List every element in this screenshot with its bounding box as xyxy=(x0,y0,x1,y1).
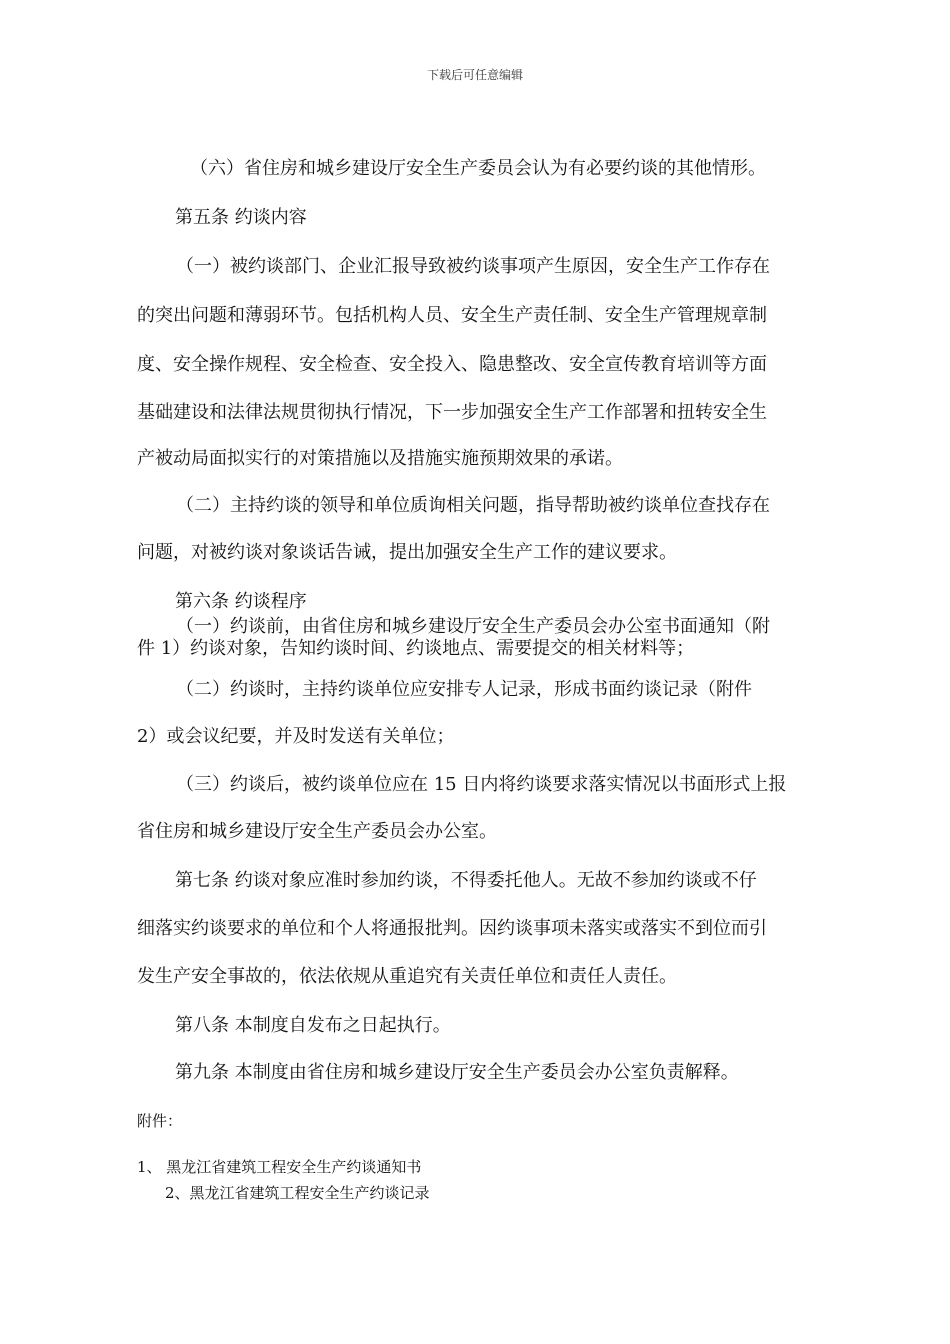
attachment-item-2: 2、黑龙江省建筑工程安全生产约谈记录 xyxy=(165,1184,430,1202)
paragraph-line: 的突出问题和薄弱环节。包括机构人员、安全生产责任制、安全生产管理规章制 xyxy=(137,305,767,326)
article-5-heading: 第五条 约谈内容 xyxy=(175,207,307,228)
paragraph-line: 发生产安全事故的，依法依规从重追究有关责任单位和责任人责任。 xyxy=(137,966,677,987)
paragraph-line: 细落实约谈要求的单位和个人将通报批判。因约谈事项未落实或落实不到位而引 xyxy=(137,918,767,939)
attachment-item-1: 1、 黑龙江省建筑工程安全生产约谈通知书 xyxy=(137,1158,422,1176)
paragraph-line: 度、安全操作规程、安全检查、安全投入、隐患整改、安全宣传教育培训等方面 xyxy=(137,354,767,375)
paragraph-line: （三）约谈后，被约谈单位应在 15 日内将约谈要求落实情况以书面形式上报 xyxy=(176,774,787,795)
paragraph-line: 省住房和城乡建设厅安全生产委员会办公室。 xyxy=(137,821,497,842)
paragraph-line: （二）约谈时，主持约谈单位应安排专人记录，形成书面约谈记录（附件 xyxy=(176,679,752,700)
paragraph-line: （一）约谈前，由省住房和城乡建设厅安全生产委员会办公室书面通知（附 xyxy=(176,616,770,637)
paragraph-line: 件 1）约谈对象，告知约谈时间、约谈地点、需要提交的相关材料等； xyxy=(137,638,695,659)
paragraph-line: 问题，对被约谈对象谈话告诫，提出加强安全生产工作的建议要求。 xyxy=(137,542,677,563)
article-8-line: 第八条 本制度自发布之日起执行。 xyxy=(175,1015,451,1036)
paragraph-line: （二）主持约谈的领导和单位质询相关问题，指导帮助被约谈单位查找存在 xyxy=(176,495,770,516)
clause-6-item: （六）省住房和城乡建设厅安全生产委员会认为有必要约谈的其他情形。 xyxy=(190,158,766,179)
paragraph-line: 基础建设和法律法规贯彻执行情况，下一步加强安全生产工作部署和扭转安全生 xyxy=(137,402,767,423)
article-9-line: 第九条 本制度由省住房和城乡建设厅安全生产委员会办公室负责解释。 xyxy=(175,1062,739,1083)
paragraph-line: 产被动局面拟实行的对策措施以及措施实施预期效果的承诺。 xyxy=(137,448,623,469)
paragraph-line: 2）或会议纪要，并及时发送有关单位； xyxy=(137,726,455,747)
article-7-line: 第七条 约谈对象应准时参加约谈，不得委托他人。无故不参加约谈或不仔 xyxy=(175,870,757,891)
article-6-heading: 第六条 约谈程序 xyxy=(175,591,307,612)
attachments-label: 附件： xyxy=(137,1112,183,1130)
page-header: 下载后可任意编辑 xyxy=(426,68,523,82)
paragraph-line: （一）被约谈部门、企业汇报导致被约谈事项产生原因，安全生产工作存在 xyxy=(176,256,770,277)
